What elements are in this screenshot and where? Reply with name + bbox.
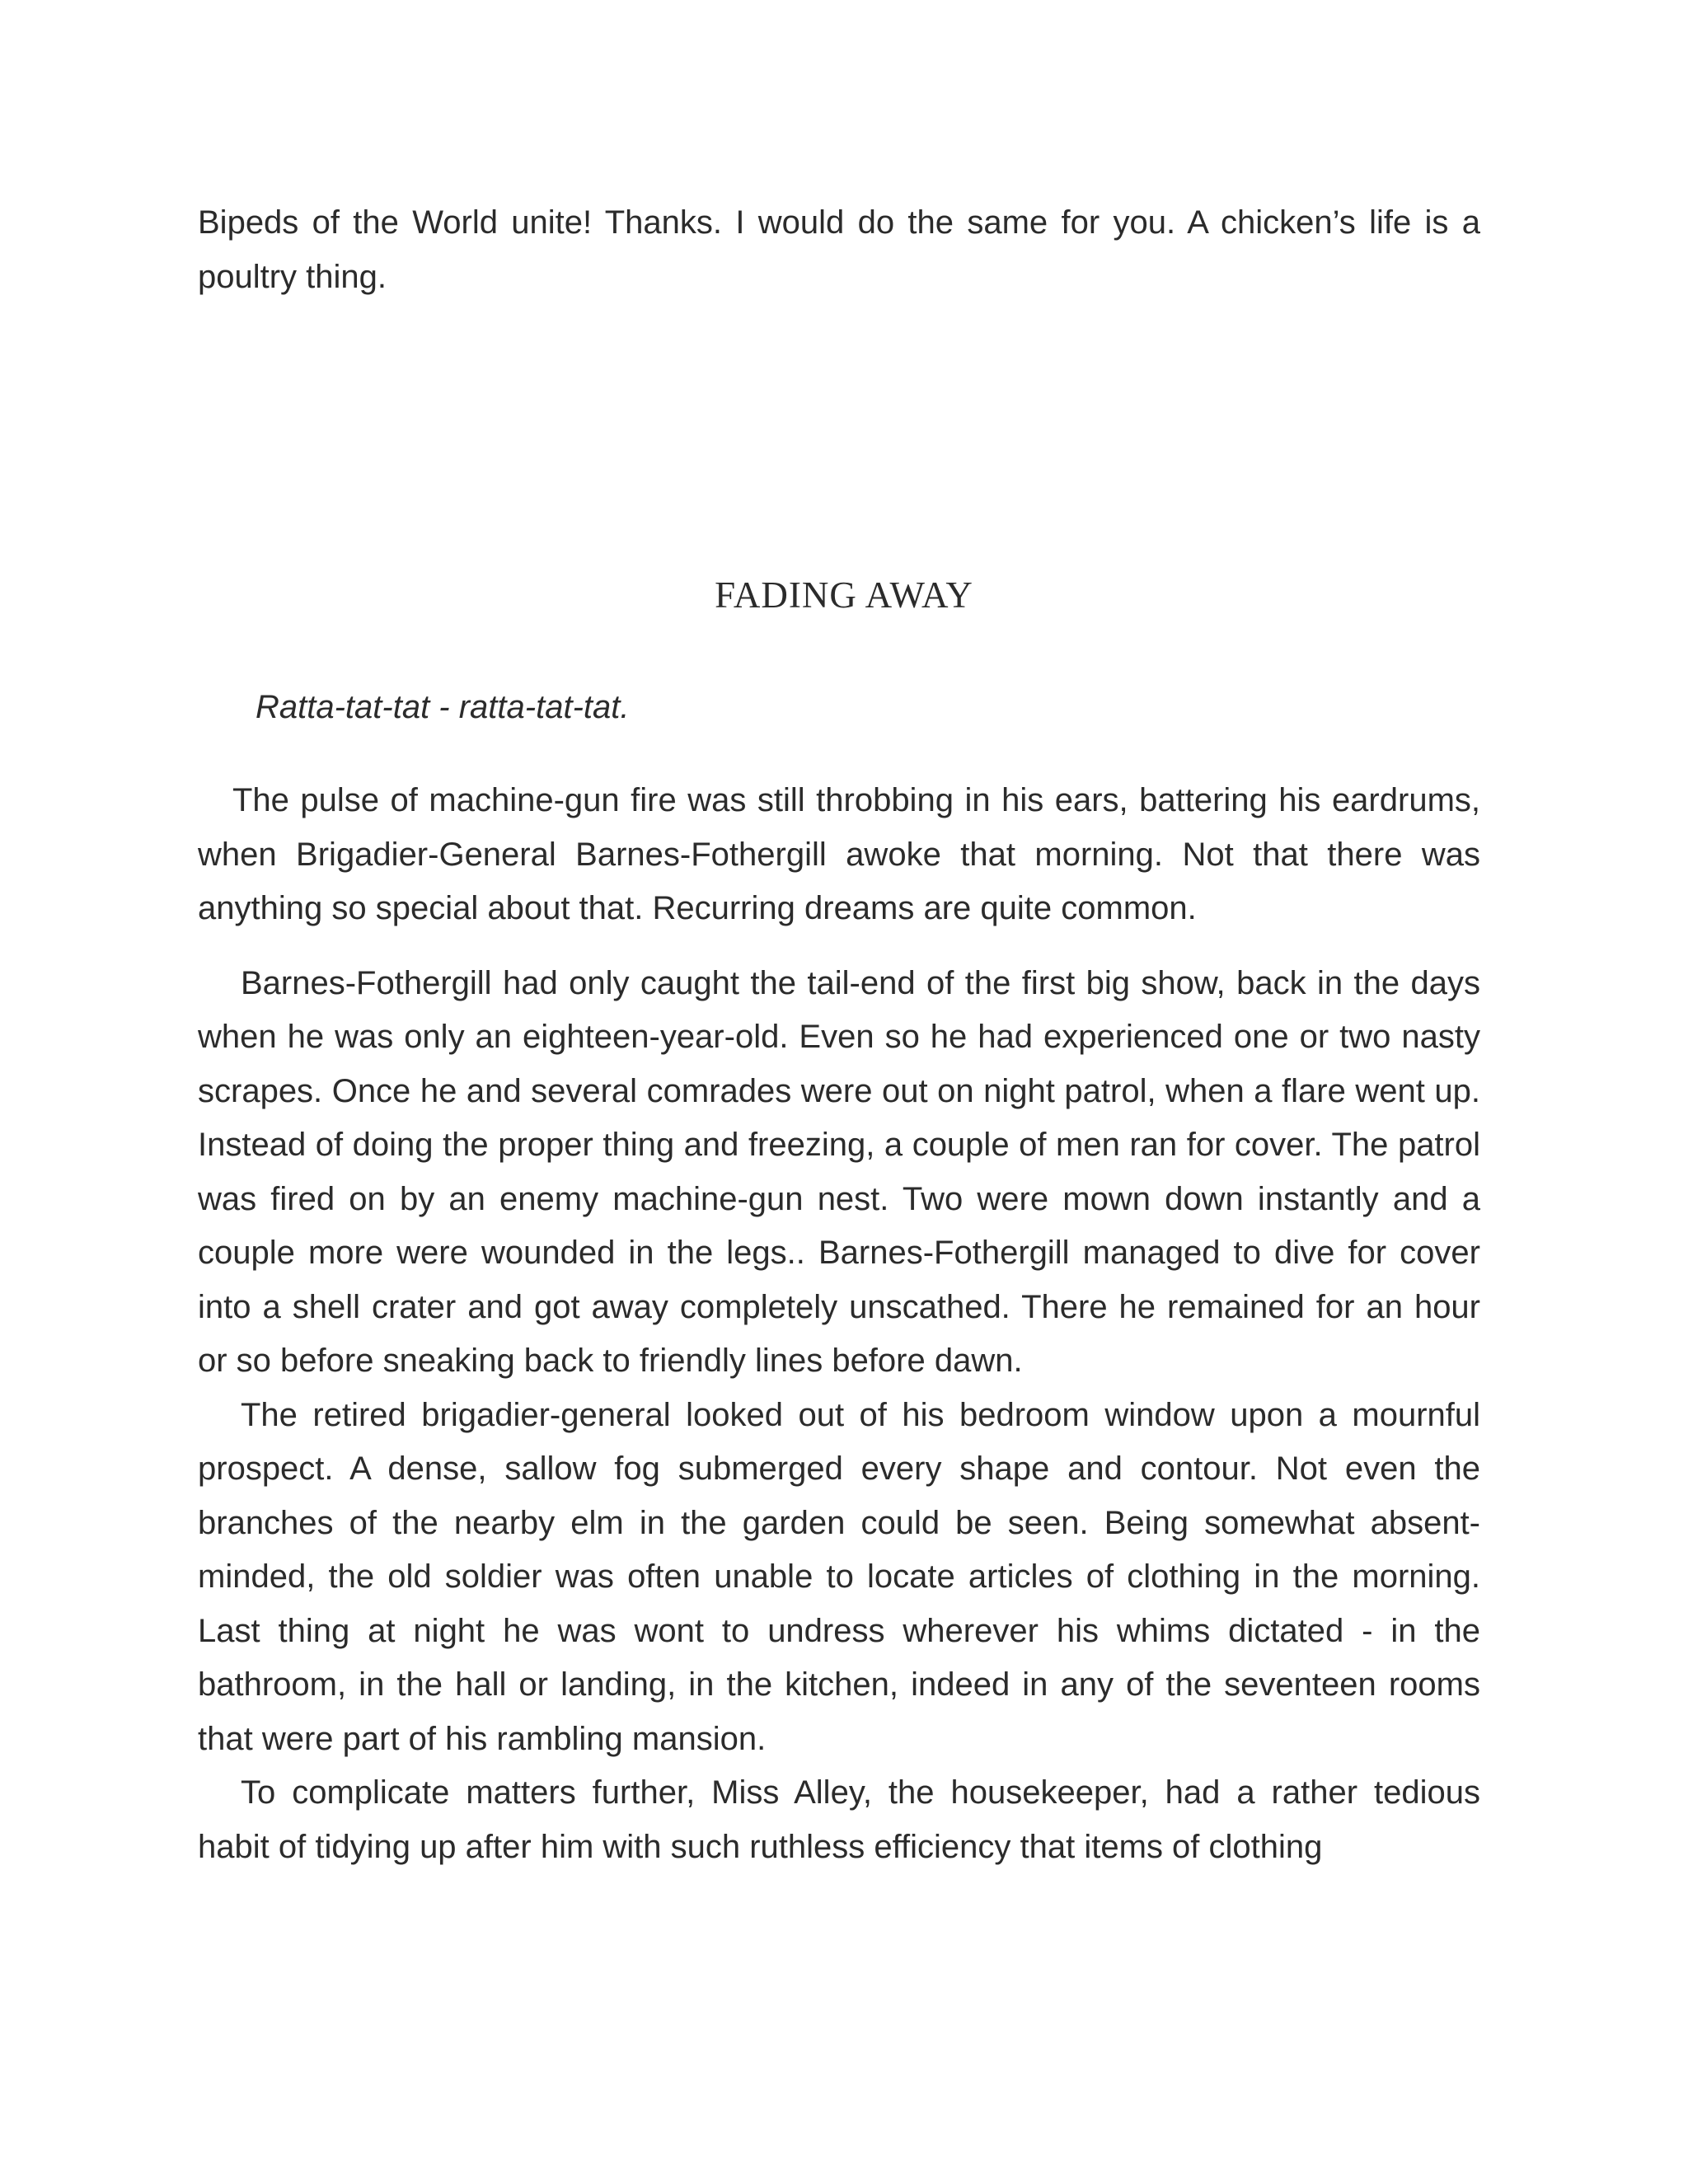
story-body	[198, 774, 1480, 1874]
story-paragraph: The pulse of machine-gun fire was still throbbing in his ears, battering his eardrums, when Brigadier-General Barnes-Fothergill awoke that morning. Not that there was anything so special about that. Recurring dreams are quite common.	[198, 782, 1480, 926]
story-paragraph: Barnes-Fothergill had only caught the tail-end of the first big show, back in the days when he was only an eighteen-year-old. Even so he had experienced one or two nasty scrapes. Once he and several comrades were out on night patrol, when a flare went up. Instead of doing the proper thing and freezing, a couple of men ran for cover. The patrol was fired on by an enemy machine-gun nest. Two were mown down instantly and a couple more were wounded in the legs.. Barnes-Fothergill managed to dive for cover into a shell crater and got away completely unscathed. There he remained for an hour or so before sneaking back to friendly lines before dawn.	[198, 964, 1480, 1379]
opening-paragraph: Bipeds of the World unite! Thanks. I would do the same for you. A chicken’s life is a poultry thing.	[198, 204, 1480, 295]
story-paragraph: The retired brigadier-general looked out of his bedroom window upon a mournful prospect. A dense, sallow fog submerged every shape and contour. Not even the branches of the nearby elm in the garden could be seen. Being somewhat absent-minded, the old soldier was often unable to locate articles of clothing in the morning. Last thing at night he was wont to undress wherever his whims dictated - in the bathroom, in the hall or landing, in the kitchen, indeed in any of the seventeen rooms that were part of his rambling mansion.	[198, 1396, 1480, 1757]
story-paragraph: To complicate matters further, Miss Alley, the housekeeper, had a rather tedious habit of tidying up after him with such ruthless efficiency that items of clothing	[198, 1774, 1480, 1865]
previous-story-ending	[198, 196, 1480, 304]
story-epigraph: Ratta-tat-tat - ratta-tat-tat.	[256, 689, 630, 725]
story-title: FADING AWAY	[715, 574, 973, 616]
